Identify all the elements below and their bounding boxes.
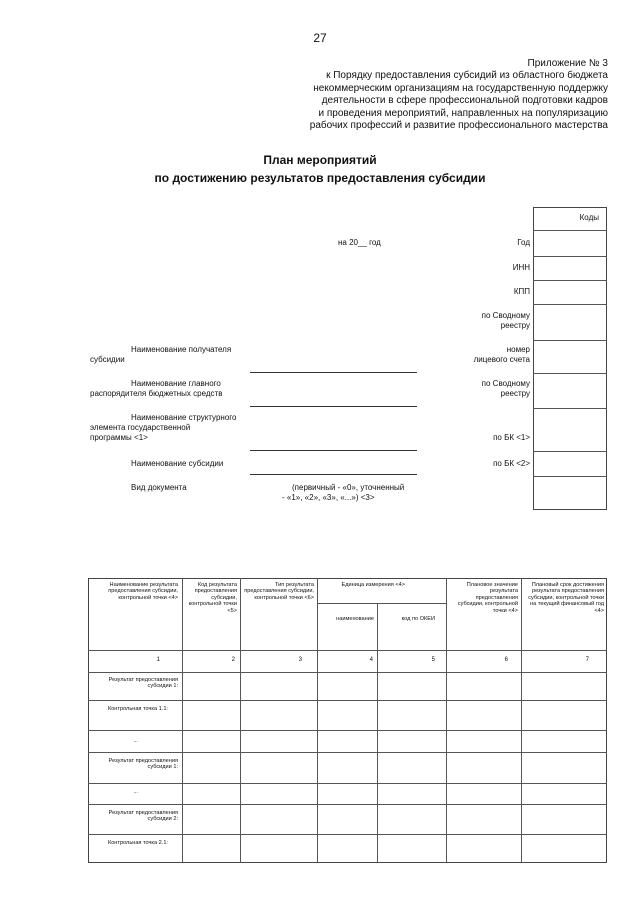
table-header-planned-date: Плановый срок достижения результата предоставления субсидии, контрольной точки на текущий финансовый год <4> — [528, 582, 604, 614]
code-label-svod2-1: по Сводному — [481, 379, 530, 388]
code-label-account-1: номер — [506, 345, 530, 354]
doc-type-label: Вид документа — [131, 483, 187, 492]
table-col-line — [317, 578, 318, 863]
table-header-unit: Единица измерения <4> — [341, 582, 405, 588]
table-row-line — [88, 672, 607, 673]
column-number: 2 — [231, 657, 235, 663]
appendix-line-4: деятельности в сфере профессиональной подготовки кадров — [321, 95, 608, 106]
codes-row-divider — [533, 373, 607, 374]
table-row-line — [88, 752, 607, 753]
codes-row-divider — [533, 408, 607, 409]
element-label-3: программы <1> — [90, 433, 148, 442]
table-row-label: Результат предоставления субсидии 2: — [108, 810, 178, 823]
year-text: на 20__ год — [338, 238, 381, 247]
codes-header: Коды — [579, 213, 599, 222]
doc-type-note-2: - «1», «2», «3», «...») <3> — [282, 493, 375, 502]
table-header-unit-name: наименование — [336, 616, 374, 622]
code-label-svod1-1: по Сводному — [481, 311, 530, 320]
table-header-result-type: Тип результата предоставления субсидии, контрольной точки <6> — [244, 582, 314, 601]
table-row-label: Контрольная точка 2.1: — [107, 840, 168, 846]
appendix-line-5: и проведения мероприятий, направленных на популяризацию — [318, 108, 608, 119]
table-row-line — [88, 804, 607, 805]
page-title-line-2: по достижению результатов предоставления субсидии — [154, 171, 486, 185]
element-label-2: элемента государственной — [90, 423, 191, 432]
table-row-line — [88, 730, 607, 731]
table-row-label: Результат предоставления субсидии 1: — [108, 677, 178, 690]
appendix-line-6: рабочих профессий и развитие профессионального мастерства — [309, 120, 608, 131]
codes-row-divider — [533, 230, 607, 231]
page-number: 27 — [313, 31, 327, 45]
column-number: 4 — [369, 657, 373, 663]
table-col-line — [182, 578, 183, 863]
codes-row-divider — [533, 476, 607, 477]
recipient-label-1: Наименование получателя — [131, 345, 232, 354]
page-title-line-1: План мероприятий — [263, 153, 377, 167]
table-row-label: Контрольная точка 1.1: — [107, 706, 168, 712]
appendix-line-3: некоммерческим организациям на государственную поддержку — [313, 83, 608, 94]
codes-box — [533, 207, 607, 510]
table-row-line — [88, 783, 607, 784]
table-row-line — [88, 834, 607, 835]
appendix-line-1: Приложение № 3 — [527, 58, 608, 69]
manager-underline — [250, 406, 417, 407]
manager-label-1: Наименование главного — [131, 379, 221, 388]
subsidy-name-underline — [250, 474, 417, 475]
codes-row-divider — [533, 280, 607, 281]
code-label-inn: ИНН — [512, 263, 530, 272]
subsidy-name-label: Наименование субсидии — [131, 459, 224, 468]
column-number: 3 — [298, 657, 302, 663]
table-header-unit-code: код по ОКЕИ — [401, 616, 435, 622]
table-col-line — [446, 578, 447, 863]
element-underline — [250, 450, 417, 451]
table-row-line — [88, 700, 607, 701]
column-number: 1 — [156, 657, 160, 663]
recipient-underline — [250, 372, 417, 373]
recipient-label-2: субсидии — [90, 355, 125, 364]
table-col-line — [240, 578, 241, 863]
table-col-line — [521, 578, 522, 863]
table-row-line — [317, 603, 446, 604]
code-label-bk1: по БК <1> — [493, 433, 530, 442]
element-label-1: Наименование структурного — [131, 413, 237, 422]
codes-row-divider — [533, 451, 607, 452]
appendix-line-2: к Порядку предоставления субсидий из областного бюджета — [326, 70, 608, 81]
code-label-year: Год — [517, 238, 530, 247]
table-header-result-code: Код результата предоставления субсидии, контрольной точки <5> — [188, 582, 237, 614]
table-row-label: ... — [133, 738, 138, 744]
codes-row-divider — [533, 304, 607, 305]
code-label-account-2: лицевого счета — [473, 355, 530, 364]
table-header-planned-value: Плановое значение результата предоставления субсидии, контрольной точки <4> — [457, 582, 518, 614]
manager-label-2: распорядителя бюджетных средств — [90, 389, 223, 398]
code-label-kpp: КПП — [513, 287, 530, 296]
table-header-result-name: Наименование результата предоставления субсидии, контрольной точки <4> — [108, 582, 178, 601]
doc-type-note-1: (первичный - «0», уточненный — [292, 483, 405, 492]
code-label-svod2-2: реестру — [500, 389, 530, 398]
table-row-label: Результат предоставления субсидии 1: — [108, 758, 178, 771]
code-label-bk2: по БК <2> — [493, 459, 530, 468]
codes-row-divider — [533, 340, 607, 341]
column-number: 5 — [431, 657, 435, 663]
codes-row-divider — [533, 256, 607, 257]
table-row-line — [88, 650, 607, 651]
column-number: 7 — [585, 657, 589, 663]
table-row-label: ... — [133, 789, 138, 795]
column-number: 6 — [504, 657, 508, 663]
table-col-line — [377, 603, 378, 863]
code-label-svod1-2: реестру — [500, 321, 530, 330]
